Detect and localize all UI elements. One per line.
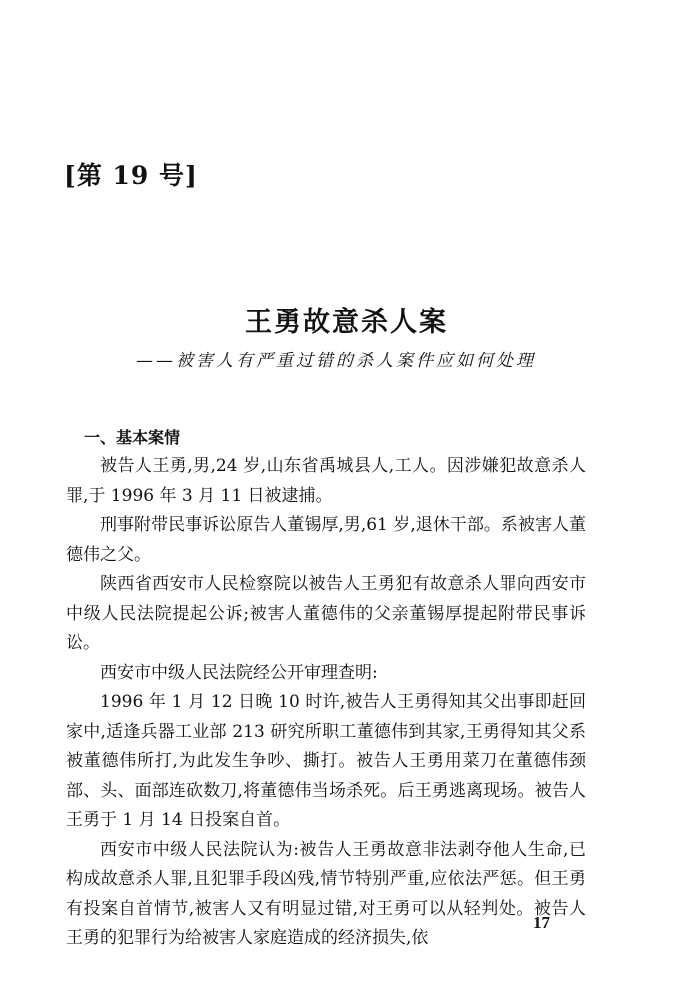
paragraph: 刑事附带民事诉讼原告人董锡厚,男,61 岁,退休干部。系被害人董德伟之父。 bbox=[66, 515, 586, 565]
article-subtitle: ——被害人有严重过错的杀人案件应如何处理 bbox=[136, 351, 536, 371]
case-number: [第 19 号] bbox=[64, 161, 198, 190]
paragraph: 1996 年 1 月 12 日晚 10 时许,被告人王勇得知其父出事即赶回家中,适逢兵器工业部 213 研究所职工董德伟到其家,王勇得知其父系被董德伟所打,为此发生争吵、撕打。被告人王勇用菜刀在董德伟颈部、头、面部连砍数刀,将董德伟当场杀死。后王勇逃离现场。被告人王勇于 1 月 14 日投案自首。 bbox=[66, 692, 586, 830]
section-heading: 一、基本案情 bbox=[84, 428, 181, 447]
body-text bbox=[66, 452, 586, 954]
paragraph: 西安市中级人民法院认为:被告人王勇故意非法剥夺他人生命,已构成故意杀人罪,且犯罪手段凶残,情节特别严重,应依法严惩。但王勇有投案自首情节,被害人又有明显过错,对王勇可以从轻判处。被告人王勇的犯罪行为给被害人家庭造成的经济损失,依 bbox=[66, 839, 586, 948]
page-number: 17 bbox=[533, 913, 550, 932]
article-title: 王勇故意杀人案 bbox=[245, 307, 448, 338]
paragraph: 被告人王勇,男,24 岁,山东省禹城县人,工人。因涉嫌犯故意杀人罪,于 1996 年 3 月 11 日被逮捕。 bbox=[66, 456, 586, 506]
paragraph: 西安市中级人民法院经公开审理查明: bbox=[100, 662, 378, 683]
paragraph: 陕西省西安市人民检察院以被告人王勇犯有故意杀人罪向西安市中级人民法院提起公诉;被害人董德伟的父亲董锡厚提起附带民事诉讼。 bbox=[66, 574, 586, 653]
